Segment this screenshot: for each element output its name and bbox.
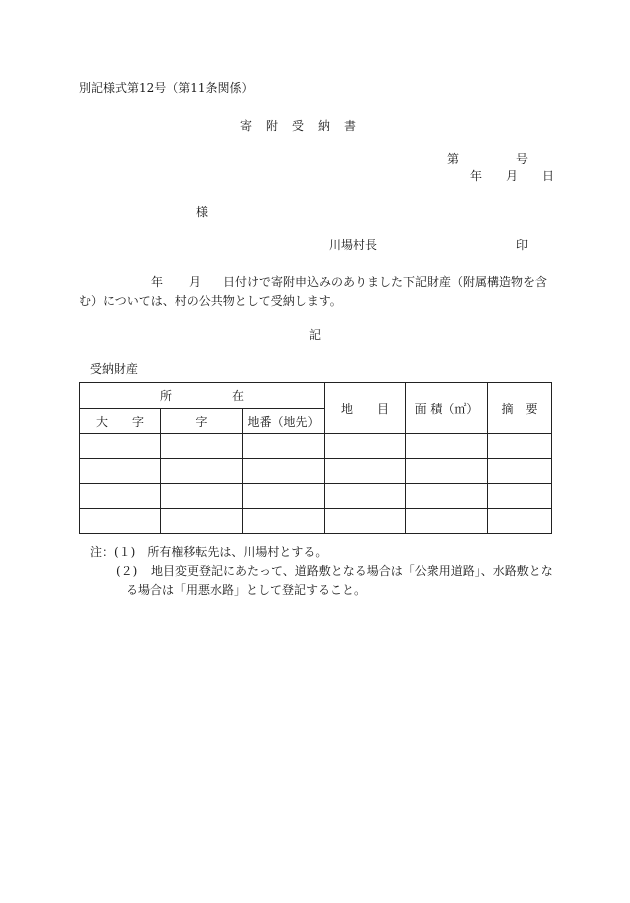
seal-mark: 印 xyxy=(516,238,529,252)
header-remarks: 摘 要 xyxy=(488,383,552,434)
header-aza: 字 xyxy=(161,409,243,434)
table-cell xyxy=(488,509,552,534)
table-cell xyxy=(243,484,325,509)
table-cell xyxy=(161,509,243,534)
table-cell xyxy=(243,509,325,534)
number-go: 号 xyxy=(516,152,529,166)
body-text: 日付けで寄附申込みのありました下記財産（附属構造物を含む）については、村の公共物として受納します。 xyxy=(79,275,548,308)
note-2-number: (２) xyxy=(116,564,138,578)
table-row xyxy=(80,509,552,534)
table-cell xyxy=(243,459,325,484)
issuer-mayor: 川場村長 xyxy=(329,238,378,252)
section-label: 受納財産 xyxy=(90,362,139,376)
table-cell xyxy=(80,434,161,459)
number-dai: 第 xyxy=(447,152,460,166)
addressee-sama: 様 xyxy=(196,205,209,219)
header-oaza: 大 字 xyxy=(80,409,161,434)
table-cell xyxy=(161,459,243,484)
table-cell xyxy=(406,459,488,484)
note-1: 注：(１) 所有権移転先は、川場村とする。 xyxy=(90,545,328,559)
table-cell xyxy=(161,434,243,459)
document-date xyxy=(470,170,554,182)
document-number xyxy=(447,153,528,165)
body-month: 月 xyxy=(189,275,202,289)
table-row xyxy=(80,434,552,459)
table-cell xyxy=(161,484,243,509)
note-2 xyxy=(116,562,553,600)
table-cell xyxy=(80,509,161,534)
table-cell xyxy=(243,434,325,459)
header-chiban: 地番（地先） xyxy=(243,409,325,434)
date-year: 年 xyxy=(470,169,483,183)
table-cell xyxy=(80,459,161,484)
table-cell xyxy=(325,434,406,459)
body-paragraph xyxy=(79,273,553,311)
header-location: 所 在 xyxy=(80,383,325,409)
table-cell xyxy=(80,484,161,509)
table-cell xyxy=(488,484,552,509)
table-cell xyxy=(406,509,488,534)
table-cell xyxy=(325,509,406,534)
table-cell xyxy=(488,459,552,484)
table-cell xyxy=(325,459,406,484)
header-area: 面 積（㎡） xyxy=(406,383,488,434)
table-cell xyxy=(406,434,488,459)
table-cell xyxy=(406,484,488,509)
note-2-text-a: 地目変更登記にあたって、道路敷となる場合は「公衆用道路」、水路敷とな xyxy=(151,564,553,578)
note-2-text-b: る場合は「用悪水路」として登記すること。 xyxy=(126,583,367,597)
document-title: 寄 附 受 納 書 xyxy=(240,119,358,133)
table-cell xyxy=(325,484,406,509)
date-month: 月 xyxy=(506,169,519,183)
table-row xyxy=(80,484,552,509)
body-year: 年 xyxy=(151,275,164,289)
header-chimoku: 地 目 xyxy=(325,383,406,434)
form-id: 別記様式第12号（第11条関係） xyxy=(79,81,254,95)
property-table xyxy=(79,382,552,534)
table-cell xyxy=(488,434,552,459)
date-day: 日 xyxy=(542,169,555,183)
table-row xyxy=(80,459,552,484)
ki-heading: 記 xyxy=(309,328,322,342)
